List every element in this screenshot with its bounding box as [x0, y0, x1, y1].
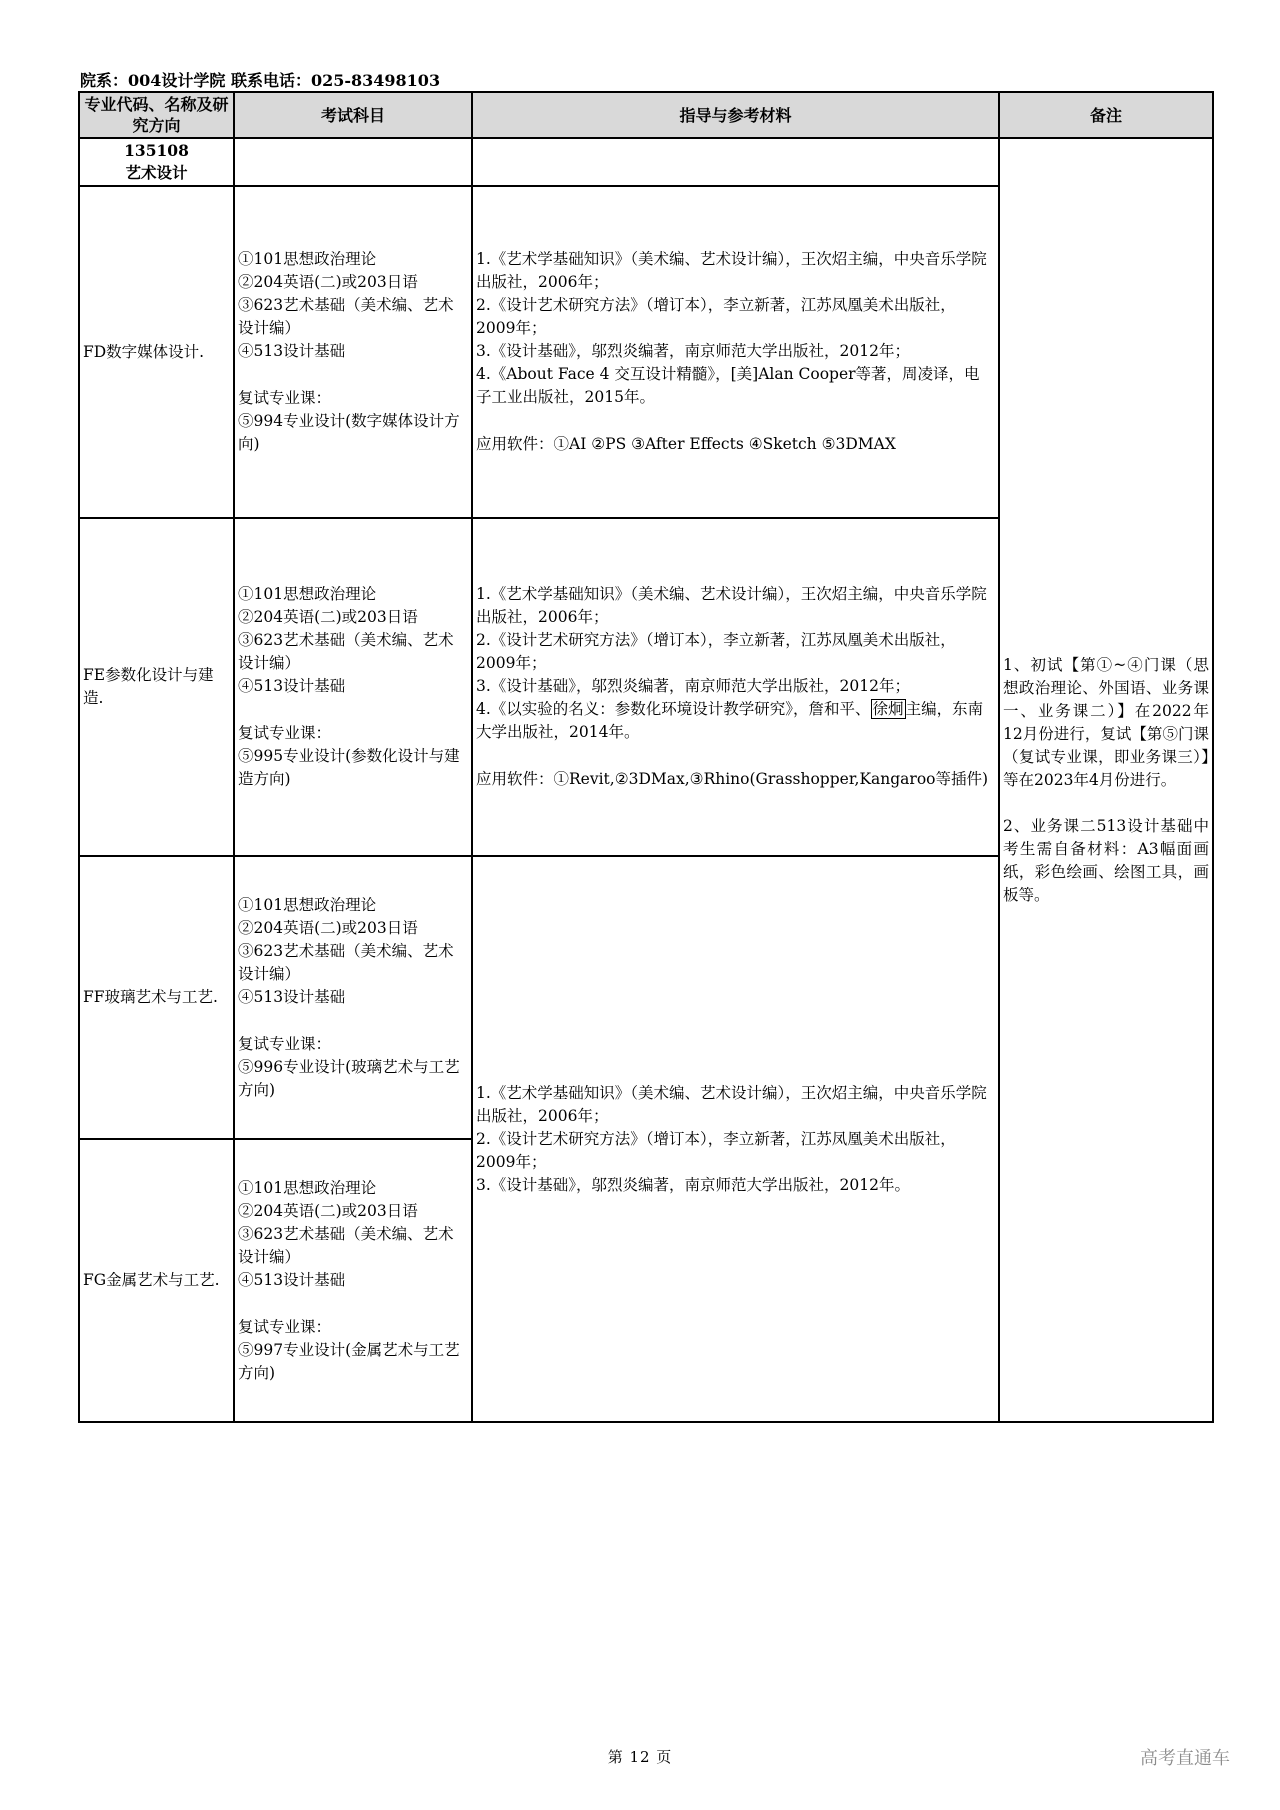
exam-subjects-cell — [234, 1139, 472, 1422]
remark-item: 2、业务课二513设计基础中考生需自备材料：A3幅面画纸，彩色绘画、绘图工具，画板等。 — [1003, 816, 1209, 904]
table-header-row — [79, 92, 1213, 138]
retest-label: 复试专业课： — [238, 724, 332, 742]
empty-cell — [472, 138, 999, 186]
retest-subject: ⑤996专业设计(玻璃艺术与工艺方向) — [238, 1057, 460, 1099]
software-list: 应用软件：①Revit,②3DMax,③Rhino(Grasshopper,Kangaroo等插件) — [476, 770, 989, 788]
table-row — [79, 138, 1213, 186]
subject-item: ②204英语(二)或203日语 — [238, 918, 418, 937]
subject-item: ③623艺术基础（美术编、艺术设计编） — [238, 631, 454, 672]
retest-subject: ⑤994专业设计(数字媒体设计方向) — [238, 412, 460, 453]
reference-item: 2.《设计艺术研究方法》（增订本），李立新著，江苏凤凰美术出版社，2009年； — [476, 631, 956, 672]
subject-item: ④513设计基础 — [238, 1270, 346, 1289]
major-code: 135108 — [124, 141, 189, 160]
reference-item: 2.《设计艺术研究方法》（增订本），李立新著，江苏凤凰美术出版社，2009年； — [476, 1129, 956, 1171]
reference-text: 主编，东南大学出版社，2014年。 — [476, 700, 984, 741]
reference-text: 4.《以实验的名义：参数化环境设计教学研究》，詹和平、 — [476, 700, 871, 718]
subject-item: ③623艺术基础（美术编、艺术设计编） — [238, 1224, 454, 1266]
remarks-cell — [999, 138, 1213, 1422]
reference-item: 3.《设计基础》，邬烈炎编著，南京师范大学出版社，2012年； — [476, 677, 910, 695]
page-number: 第 12 页 — [607, 1748, 673, 1766]
software-list: 应用软件：①AI ②PS ③After Effects ④Sketch ⑤3DMAX — [476, 435, 896, 453]
direction-name: FF玻璃艺术与工艺. — [79, 856, 234, 1139]
reference-item: 1.《艺术学基础知识》（美术编、艺术设计编），王次炤主编，中央音乐学院出版社，2006年； — [476, 585, 987, 626]
direction-name: FD数字媒体设计. — [79, 186, 234, 518]
reference-item: 4.《About Face 4 交互设计精髓》，[美]Alan Cooper等著，周凌译，电子工业出版社，2015年。 — [476, 365, 980, 406]
subject-item: ①101思想政治理论 — [238, 895, 377, 914]
reference-item: 1.《艺术学基础知识》（美术编、艺术设计编），王次炤主编，中央音乐学院出版社，2006年； — [476, 250, 987, 291]
shared-references-cell — [472, 856, 999, 1422]
subject-item: ②204英语(二)或203日语 — [238, 273, 418, 291]
reference-item: 3.《设计基础》，邬烈炎编著，南京师范大学出版社，2012年； — [476, 342, 910, 360]
exam-subjects-cell — [234, 518, 472, 856]
subject-item: ④513设计基础 — [238, 987, 346, 1006]
exam-subjects-cell — [234, 856, 472, 1139]
department-contact-line: 院系：004设计学院 联系电话：025-83498103 — [80, 71, 441, 90]
references-cell — [472, 186, 999, 518]
subject-item: ③623艺术基础（美术编、艺术设计编） — [238, 296, 454, 337]
direction-name: FG金属艺术与工艺. — [79, 1139, 234, 1422]
reference-item: 3.《设计基础》，邬烈炎编著，南京师范大学出版社，2012年。 — [476, 1175, 910, 1194]
remark-item: 1、初试【第①~④门课（思想政治理论、外国语、业务课一、业务课二）】在2022年12月份进行，复试【第⑤门课（复试专业课，即业务课三）】等在2023年4月份进行。 — [1003, 655, 1209, 789]
retest-subject: ⑤995专业设计(参数化设计与建造方向) — [238, 747, 460, 788]
reference-item: 2.《设计艺术研究方法》（增订本），李立新著，江苏凤凰美术出版社，2009年； — [476, 296, 956, 337]
major-name: 艺术设计 — [125, 163, 188, 182]
subject-item: ④513设计基础 — [238, 342, 346, 360]
retest-label: 复试专业课： — [238, 1317, 332, 1336]
subject-item: ②204英语(二)或203日语 — [238, 608, 418, 626]
subject-item: ①101思想政治理论 — [238, 585, 377, 603]
admissions-table — [78, 91, 1214, 1423]
subject-item: ①101思想政治理论 — [238, 1178, 377, 1197]
subject-item: ③623艺术基础（美术编、艺术设计编） — [238, 941, 454, 983]
watermark-text: 高考直通车 — [1140, 1748, 1230, 1769]
exam-subjects-cell — [234, 186, 472, 518]
column-header-major: 专业代码、名称及研究方向 — [79, 92, 234, 138]
retest-subject: ⑤997专业设计(金属艺术与工艺方向) — [238, 1340, 460, 1382]
direction-name: FE参数化设计与建造. — [79, 518, 234, 856]
subject-item: ④513设计基础 — [238, 677, 346, 695]
subject-item: ②204英语(二)或203日语 — [238, 1201, 418, 1220]
reference-item: 1.《艺术学基础知识》（美术编、艺术设计编），王次炤主编，中央音乐学院出版社，2006年； — [476, 1083, 987, 1125]
subject-item: ①101思想政治理论 — [238, 250, 377, 268]
major-code-name-cell — [79, 138, 234, 186]
references-cell — [472, 518, 999, 856]
retest-label: 复试专业课： — [238, 1034, 332, 1053]
reference-item — [476, 698, 995, 744]
highlighted-author: 徐炯 — [872, 700, 904, 718]
retest-label: 复试专业课： — [238, 389, 332, 407]
column-header-remarks: 备注 — [999, 92, 1213, 138]
empty-cell — [234, 138, 472, 186]
column-header-references: 指导与参考材料 — [472, 92, 999, 138]
column-header-subjects: 考试科目 — [234, 92, 472, 138]
